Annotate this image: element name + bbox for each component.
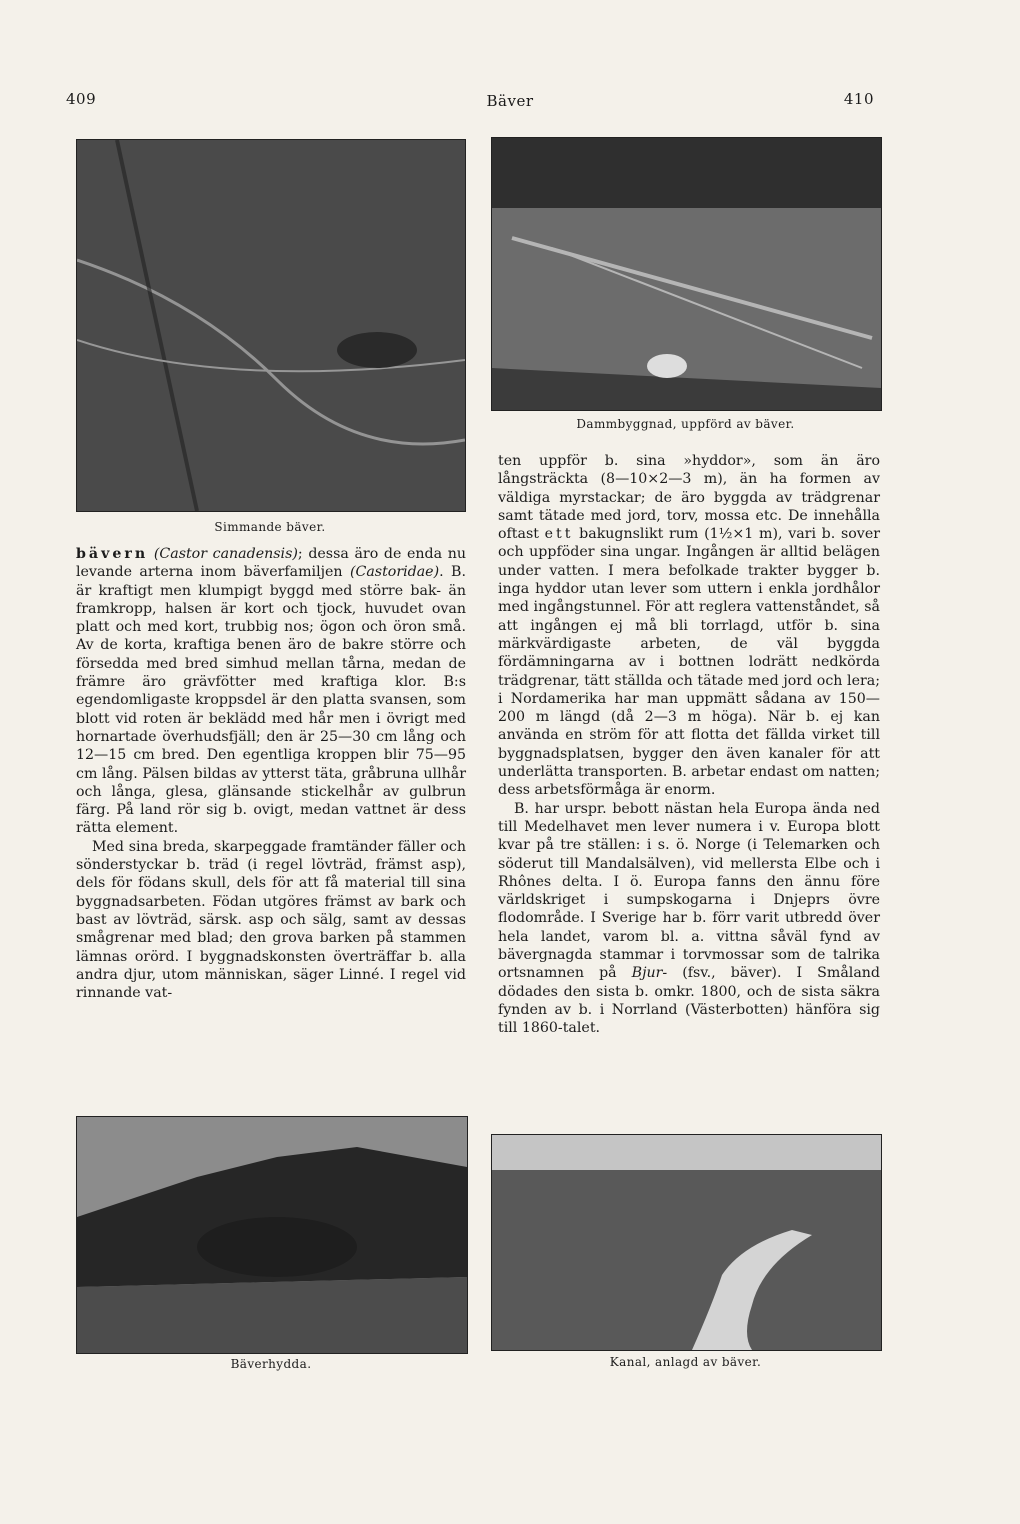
paragraph: ten uppför b. sina »hyddor», som än äro långsträckta (8—10×2—3 m), än ha formen av väldiga myrstackar; de äro byggda av trädgrenar samt tätade med jord, torv, mossa etc. De innehålla oftast ett bakugnslikt rum (1½×1 m), vari b. sover och uppföder sina ungar. Ingången är alltid belägen under vatten. I mera befolkade trakter bygger b. inga hyddor utan lever som uttern i enkla jordhålor med ingångstunnel. För att reglera vattenståndet, så att ingången ej må bli torrlagd, utför b. sina märkvärdigaste arbeten, de väl byggda fördämningarna av i bottnen lodrätt nedkörda trädgrenar, tätt ställda och tätade med jord och lera; i Nordamerika har man uppmätt sådana av 150—200 m längd (då 2—3 m höga). När b. ej kan använda en ström för att flotta det fällda virket till byggnadsplatsen, bygger den även kanaler för att underlätta transporten. B. arbetar endast om natten; dess arbetsförmåga är enorm. — [498, 453, 880, 799]
species-name: (Castor canadensis) — [153, 546, 298, 562]
place-name-prefix: Bjur- — [631, 965, 668, 982]
family-name: (Castoridae) — [349, 564, 440, 581]
photo-swimming-beaver — [76, 139, 466, 512]
spaced-word: ett — [544, 526, 574, 543]
left-column-text — [76, 545, 466, 1002]
caption-beaver-canal: Kanal, anlagd av bäver. — [609, 1355, 762, 1369]
photo-beaver-canal — [491, 1134, 882, 1351]
caption-beaver-lodge: Bäverhydda. — [230, 1357, 312, 1371]
running-title: Bäver — [486, 92, 534, 110]
right-page-number: 410 — [843, 90, 874, 108]
paragraph: Med sina breda, skarpeggade framtänder fäller och sönderstyckar b. träd (i regel lövträd, främst asp), dels för födans skull, dels för att få material till sina byggnadsarbeten. Födan utgöres främst av bark och bast av lövträd, särsk. asp och sälg, samt av dessas smågrenar med blad; den grova barken på stammen lämnas orörd. I byggnadskonsten överträffar b. alla andra djur, utom människan, säger Linné. I regel vid rinnande vat- — [76, 838, 466, 1002]
paragraph: bävern (Castor canadensis); dessa äro de enda nu levande arterna inom bäverfamiljen (Castoridae). B. är kraftigt men klumpigt byggd med större bak- än framkropp, halsen är kort och tjock, huvudet ovan platt och med kort, trubbig nos; ögon och öron små. Av de korta, kraftiga benen äro de bakre större och försedda med bred simhud mellan tårna, medan de främre äro grävfötter med kraftiga klor. B:s egendomligaste kroppsdel är den platta svansen, som blott vid roten är beklädd med hår men i övrigt med hornartade överhudsfjäll; den är 25—30 cm lång och 12—15 cm bred. Den egentliga kroppen blir 75—95 cm lång. Pälsen bildas av ytterst täta, gråbruna ullhår och långa, glesa, glänsande stickelhår av gulbrun färg. På land rör sig b. ovigt, medan vattnet är dess rätta element. — [76, 546, 467, 837]
paragraph: B. har urspr. bebott nästan hela Europa ända ned till Medelhavet men lever numera i v. Europa blott kvar på tre ställen: i s. ö. Norge (i Telemarken och söderut till Mandalsälven), vid mellersta Elbe och i Rhônes delta. I ö. Europa fanns den ännu före världskriget i sumpskogarna i Dnjeprs övre flodområde. I Sverige har b. förr varit utbredd över hela landet, varom bl. a. vittna såväl fynd av bävergnagda stammar i torvmossar som de talrika ortsnamnen på Bjur- (fsv., bäver). I Småland dödades den sista b. omkr. 1800, och de sista säkra fynden av b. i Norrland (Västerbotten) hänföra sig till 1860-talet. — [498, 800, 881, 1037]
headword: bävern — [76, 546, 149, 562]
photo-beaver-lodge — [76, 1116, 468, 1354]
caption-beaver-dam: Dammbyggnad, uppförd av bäver. — [576, 417, 795, 431]
caption-swimming-beaver: Simmande bäver. — [214, 520, 326, 534]
left-page-number: 409 — [66, 90, 97, 108]
right-column-text — [498, 452, 880, 1038]
photo-beaver-dam — [491, 137, 882, 411]
